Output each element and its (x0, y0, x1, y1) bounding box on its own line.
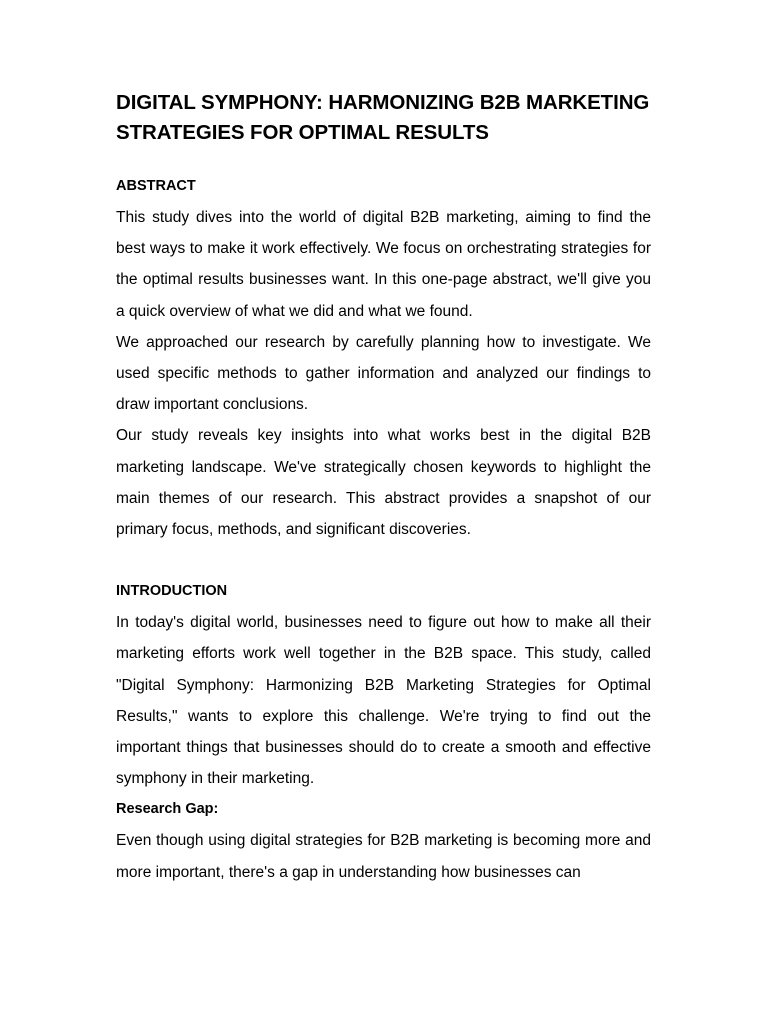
paper-title: DIGITAL SYMPHONY: HARMONIZING B2B MARKETING STRATEGIES FOR OPTIMAL RESULTS (116, 91, 650, 144)
abstract-heading: ABSTRACT (116, 178, 196, 194)
research-gap-paragraph: Even though using digital strategies for B2B marketing is becoming more and more important, there's a gap in understanding how businesses can (116, 832, 651, 881)
introduction-heading: INTRODUCTION (116, 583, 228, 600)
introduction-paragraph: In today's digital world, businesses need to figure out how to make all their marketing efforts work well together in the B2B space. This study, called "Digital Symphony: Harmonizing B2B Marketing Strategies for Optimal Results," wants to explore this challenge. We're trying to find out the important things that businesses should do to create a smooth and effective symphony in their marketing. (116, 614, 651, 788)
document-page (116, 88, 651, 888)
abstract-paragraph-3: Our study reveals key insights into what works best in the digital B2B marketing landscape. We've strategically chosen keywords to highlight the main themes of our research. This abstract provides a snapshot of our primary focus, methods, and significant discoveries. (116, 427, 651, 539)
abstract-paragraph-2: We approached our research by carefully planning how to investigate. We used specific methods to gather information and analyzed our findings to draw important conclusions. (116, 333, 651, 414)
abstract-paragraph-1: This study dives into the world of digital B2B marketing, aiming to find the best ways to make it work effectively. We focus on orchestrating strategies for the optimal results businesses want. In this one-page abstract, we'll give you a quick overview of what we did and what we found. (116, 209, 651, 320)
research-gap-heading: Research Gap: (116, 801, 219, 818)
